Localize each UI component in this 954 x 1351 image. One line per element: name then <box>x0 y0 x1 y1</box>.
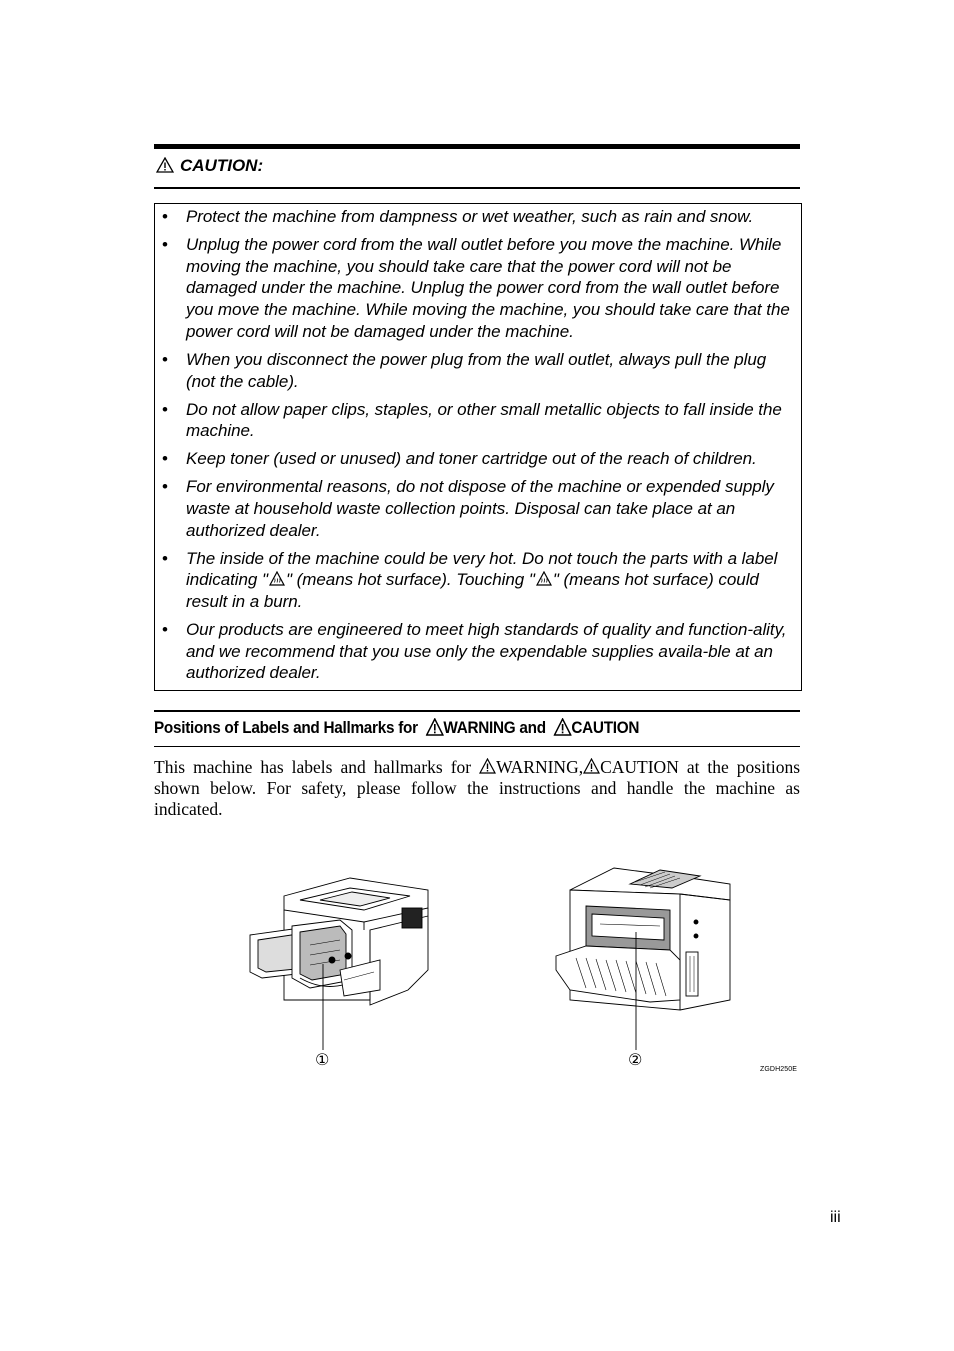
printer-back-drawing <box>556 868 730 1050</box>
positions-heading-caution: CAUTION <box>571 718 640 737</box>
bullet: • <box>162 477 168 497</box>
bullet: • <box>162 207 168 226</box>
caution-triangle-icon <box>156 157 174 173</box>
caution-triangle-icon <box>553 718 571 736</box>
printer-label-positions-illustration <box>240 860 800 1080</box>
caution-item-text: When you disconnect the power plug from the wall outlet, always pull the plug (not the cable). <box>186 349 767 391</box>
bullet: • <box>162 399 168 419</box>
positions-paragraph <box>154 757 800 820</box>
caution-item-text: Keep toner (used or unused) and toner cartridge out of the reach of children. <box>186 449 757 469</box>
positions-top-rule <box>154 710 800 712</box>
caution-item-text: Do not allow paper clips, staples, or other small metallic objects to fall inside the machine. <box>186 399 782 441</box>
caution-item-text-part1: The inside of the machine could be very hot. Do not touch the parts with a label indicating " <box>186 548 778 590</box>
hot-surface-icon <box>269 571 285 586</box>
caution-item-text: For environmental reasons, do not dispose of the machine or expended supply waste at household waste collection points. Disposal can take place at an authorized dealer. <box>186 477 774 540</box>
bullet: • <box>162 449 168 469</box>
bullet: • <box>162 349 168 369</box>
caution-box <box>154 203 802 691</box>
caution-item <box>162 548 796 613</box>
positions-para-caution: CAUTION <box>600 757 679 777</box>
printer-front-drawing <box>250 878 428 1050</box>
caution-item-text-part2: " (means hot surface). Touching " <box>286 570 535 590</box>
caution-triangle-icon <box>583 758 600 774</box>
caution-item <box>162 448 796 470</box>
caution-top-rule <box>154 144 800 149</box>
caution-item <box>162 399 796 442</box>
page-number: iii <box>830 1209 841 1226</box>
caution-item <box>162 349 796 392</box>
caution-title-text: CAUTION: <box>180 156 264 175</box>
warning-triangle-icon <box>479 758 496 774</box>
hot-surface-icon <box>536 571 552 586</box>
caution-item <box>162 206 796 228</box>
caution-item <box>162 234 796 343</box>
positions-heading-warning: WARNING <box>443 718 516 737</box>
positions-heading-prefix: Positions of Labels and Hallmarks for <box>154 718 422 737</box>
figure-code: ZGDH250E <box>760 1066 797 1073</box>
caution-list <box>162 206 796 690</box>
positions-para-prefix: This machine has labels and hallmarks for <box>154 757 480 777</box>
positions-para-warning: WARNING, <box>496 757 584 777</box>
positions-bottom-rule <box>154 746 800 747</box>
positions-para-suffix: at the positions shown below. For safety, please follow the instructions and handle the machine as indicated. <box>154 757 800 819</box>
positions-heading-and: and <box>515 718 550 737</box>
caution-title <box>156 155 263 177</box>
caution-item-text: Protect the machine from dampness or wet weather, such as rain and snow. <box>186 207 754 226</box>
callout-1: ① <box>315 1050 330 1069</box>
warning-triangle-icon <box>425 718 443 736</box>
caution-item-text: Unplug the power cord from the wall outlet before you move the machine. While moving the machine, you should take care that the power cord will not be damaged under the machine. Unplug the power cord from the wall outlet before you move the machine. While moving the machine, you should take care that the power cord will not be damaged under the machine. <box>186 235 790 341</box>
caution-item <box>162 476 796 541</box>
caution-bottom-rule <box>154 187 800 189</box>
bullet: • <box>162 620 168 640</box>
positions-heading <box>154 717 639 739</box>
caution-item <box>162 619 796 684</box>
bullet: • <box>162 235 168 254</box>
bullet: • <box>162 548 168 568</box>
callout-2: ② <box>628 1050 643 1069</box>
caution-item-text-part3: " (means hot surface) could result in a burn. <box>186 570 759 612</box>
caution-item-text: Our products are engineered to meet high standards of quality and function-ality, and we recommend that you use only the expendable supplies availa-ble at an authorized dealer. <box>186 620 787 683</box>
